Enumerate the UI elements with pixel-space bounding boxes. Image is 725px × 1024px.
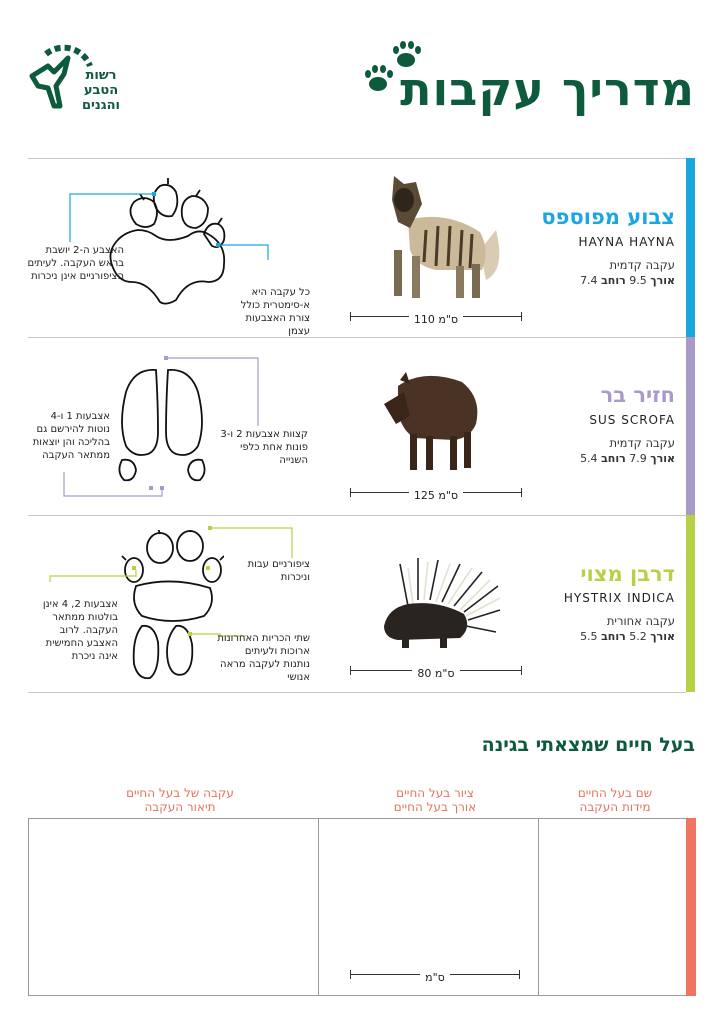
- body-length-label: 125 ס"מ: [409, 489, 463, 502]
- body-length-label: 80 ס"מ: [412, 667, 459, 680]
- boar-color-bar: [686, 337, 695, 515]
- row-divider: [28, 692, 686, 693]
- scale-unit-label: ס"מ: [420, 971, 450, 984]
- porcupine-color-bar: [686, 515, 695, 692]
- logo-text: רשות הטבע והגנים: [82, 68, 120, 113]
- table-column-divider: [538, 818, 539, 996]
- animal-name: דרבן מצוי: [580, 562, 675, 586]
- row-divider: [28, 158, 686, 159]
- track-note: קצוות אצבעות 2 ו-3 פונות אחת כלפי השנייה: [220, 429, 308, 466]
- column-header: עקבה של בעל החיים תיאור העקבה: [126, 786, 234, 814]
- track-note: כל עקבה היא א-סימטרית כולל צורת האצבעות עצמן: [240, 287, 310, 337]
- track-type: עקבה קדמית: [609, 436, 675, 450]
- track-note: אצבעות 2, 4 אינן בולטות ממתאר העקבה. לרוב האצבע החמישית אינה ניכרת: [42, 599, 118, 662]
- track-note: שתי הכריות האחרונות ארוכות ולעיתים נותנות לעקבה מראה אנושי: [217, 633, 310, 683]
- animal-latin-name: HAYNA HAYNA: [578, 235, 675, 249]
- row-divider: [28, 337, 686, 338]
- body-length-scale: [350, 310, 522, 326]
- column-header: ציור בעל החיים אורך בעל החיים: [393, 786, 477, 814]
- track-dimensions: אורך 7.9 רוחב 5.4: [580, 452, 675, 465]
- track-type: עקבה אחורית: [606, 614, 675, 628]
- track-note: ציפורניים עבות וניכרות: [247, 559, 310, 583]
- worksheet-title: בעל חיים שמצאתי בגינה: [481, 734, 695, 756]
- animal-name: חזיר בר: [600, 383, 675, 407]
- body-length-scale: [350, 664, 522, 680]
- track-dimensions: אורך 5.2 רוחב 5.5: [580, 630, 675, 643]
- body-length-scale: [350, 486, 522, 502]
- column-header: שם בעל החיים מידות העקבה: [577, 786, 653, 814]
- track-dimensions: אורך 9.5 רוחב 7.4: [580, 274, 675, 287]
- track-note: אצבעות 1 ו-4 נוטות להירשם גם בהליכה והן יוצאות ממתאר העקבה: [32, 411, 110, 461]
- hyena-color-bar: [686, 158, 695, 337]
- hyena-image: [376, 170, 508, 304]
- track-note: האצבע ה-2 יושבת בראש העקבה. לעיתים הציפורניים אינן ניכרות: [27, 245, 124, 282]
- animal-name: צבוע מפוספס: [541, 205, 675, 229]
- animal-latin-name: HYSTRIX INDICA: [563, 591, 675, 605]
- table-column-divider: [318, 818, 319, 996]
- drawing-scale: [350, 968, 520, 984]
- row-divider: [28, 515, 686, 516]
- boar-image: [384, 362, 484, 474]
- animal-latin-name: SUS SCROFA: [589, 413, 675, 427]
- page-title: מדריך עקבות: [400, 62, 695, 116]
- porcupine-image: [378, 556, 502, 652]
- body-length-label: 110 ס"מ: [409, 313, 463, 326]
- worksheet-color-bar: [686, 818, 696, 996]
- track-type: עקבה קדמית: [609, 258, 675, 272]
